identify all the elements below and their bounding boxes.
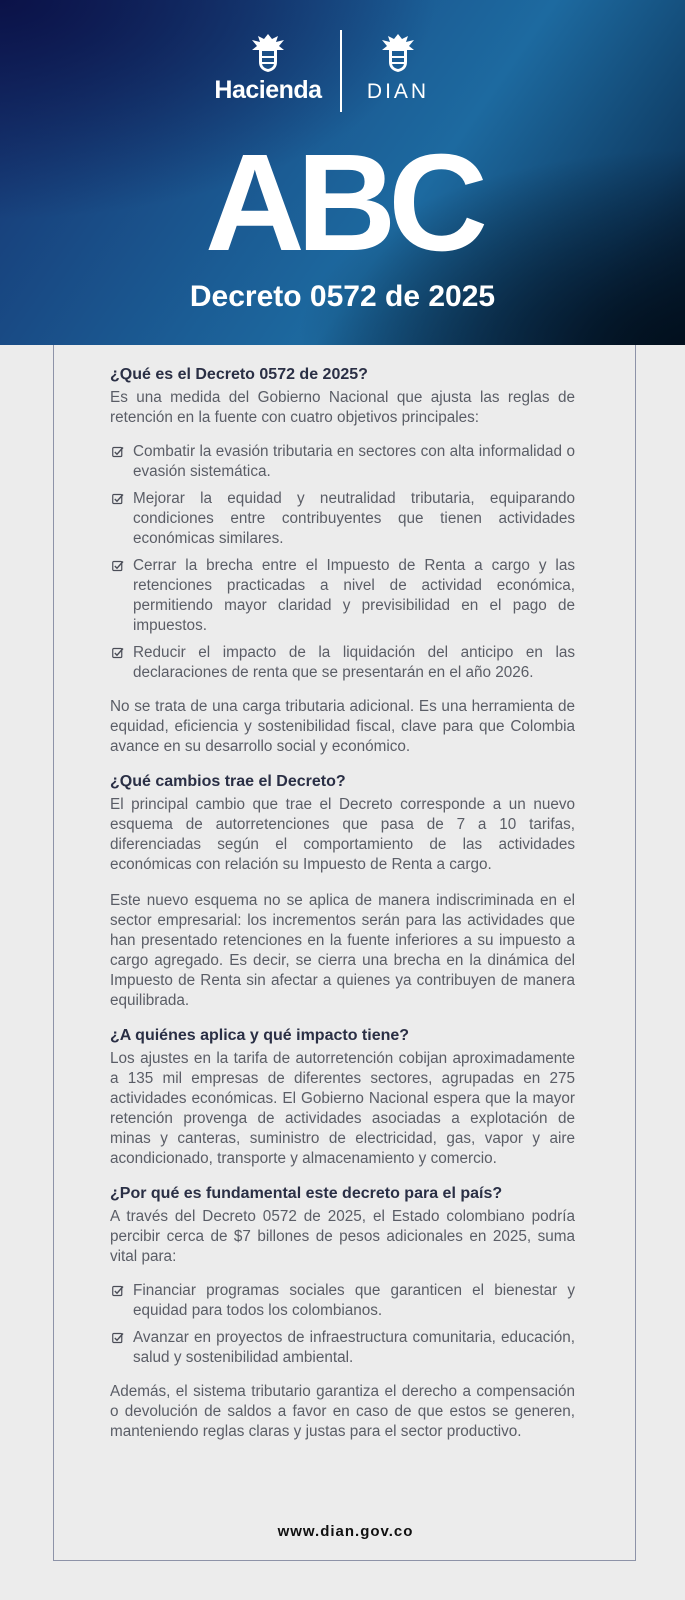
content-body xyxy=(110,365,575,1442)
brand-dian-text: DIAN xyxy=(366,80,430,103)
benefits-list xyxy=(110,1281,575,1368)
colombia-crest-icon xyxy=(378,32,418,74)
section-heading: ¿Qué cambios trae el Decreto? xyxy=(110,773,346,790)
headline-abc: ABC xyxy=(205,126,480,280)
list-item-text: Cerrar la brecha entre el Impuesto de Renta a cargo y las retenciones practicadas a nivel de actividad económica, permitiendo mayor claridad y previsibilidad en el pago de impuestos. xyxy=(133,557,575,634)
section-heading: ¿Qué es el Decreto 0572 de 2025? xyxy=(110,366,368,383)
section-closing: No se trata de una carga tributaria adicional. Es una herramienta de equidad, eficiencia y sostenibilidad fiscal, clave para que Colombia avance en su desarrollo social y económico. xyxy=(110,698,575,755)
section-paragraph: Este nuevo esquema no se aplica de manera indiscriminada en el sector empresarial: los incrementos serán para las actividades que han presentado retenciones en la fuente inferiores a su impuesto a cargo agregado. Es decir, se cierra una brecha en la dinámica del Impuesto de Renta sin afectar a quienes ya contribuyen de manera equilibrada. xyxy=(110,892,575,1009)
page-title: Decreto 0572 de 2025 xyxy=(189,280,496,313)
list-item-text: Combatir la evasión tributaria en sectores con alta informalidad o evasión sistemática. xyxy=(133,443,575,480)
content-card xyxy=(53,345,636,1561)
dian-logo xyxy=(358,28,438,104)
logo-divider xyxy=(340,30,342,112)
objectives-list xyxy=(110,442,575,683)
colombia-crest-icon xyxy=(248,32,288,74)
list-item xyxy=(110,1281,575,1321)
footer-website-link[interactable]: www.dian.gov.co xyxy=(277,1523,414,1540)
section-paragraph: El principal cambio que trae el Decreto corresponde a un nuevo esquema de autorretenciones que pasa de 7 a 10 tarifas, diferenciadas según el comportamiento de las actividades económicas con relación su Impuesto de Renta a cargo. xyxy=(110,796,575,873)
section-intro: A través del Decreto 0572 de 2025, el Estado colombiano podría percibir cerca de $7 billones de pesos adicionales en 2025, suma vital para: xyxy=(110,1208,575,1265)
checkbox-check-icon xyxy=(112,647,124,659)
list-item xyxy=(110,643,575,683)
brand-hacienda-text: Hacienda xyxy=(214,76,322,104)
section-closing: Además, el sistema tributario garantiza el derecho a compensación o devolución de saldos a favor en caso de que estos se generen, manteniendo reglas claras y justas para el sector productivo. xyxy=(110,1383,575,1440)
list-item xyxy=(110,442,575,482)
list-item xyxy=(110,1328,575,1368)
section-heading: ¿Por qué es fundamental este decreto para el país? xyxy=(110,1185,503,1202)
section-intro: Es una medida del Gobierno Nacional que ajusta las reglas de retención en la fuente con cuatro objetivos principales: xyxy=(110,389,575,426)
checkbox-check-icon xyxy=(112,1332,124,1344)
header-banner xyxy=(0,0,685,345)
list-item-text: Avanzar en proyectos de infraestructura comunitaria, educación, salud y sostenibilidad ambiental. xyxy=(133,1329,575,1366)
list-item-text: Reducir el impacto de la liquidación del anticipo en las declaraciones de renta que se presentarán en el año 2026. xyxy=(133,644,575,681)
checkbox-check-icon xyxy=(112,493,124,505)
list-item xyxy=(110,556,575,636)
section-heading: ¿A quiénes aplica y qué impacto tiene? xyxy=(110,1027,410,1044)
checkbox-check-icon xyxy=(112,446,124,458)
list-item-text: Mejorar la equidad y neutralidad tributaria, equiparando condiciones entre contribuyentes que tienen actividades económicas similares. xyxy=(133,490,575,547)
list-item xyxy=(110,489,575,549)
checkbox-check-icon xyxy=(112,1285,124,1297)
hacienda-logo xyxy=(210,28,326,105)
checkbox-check-icon xyxy=(112,560,124,572)
section-paragraph: Los ajustes en la tarifa de autorretención cobijan aproximadamente a 135 mil empresas de diferentes sectores, agrupadas en 275 actividades económicas. El Gobierno Nacional espera que la mayor retención provenga de actividades asociadas a explotación de minas y canteras, suministro de electricidad, gas, vapor y aire acondicionado, transporte y almacenamiento y comercio. xyxy=(110,1050,575,1167)
logos-row xyxy=(0,28,685,114)
list-item-text: Financiar programas sociales que garanticen el bienestar y equidad para todos los colombianos. xyxy=(133,1282,575,1319)
